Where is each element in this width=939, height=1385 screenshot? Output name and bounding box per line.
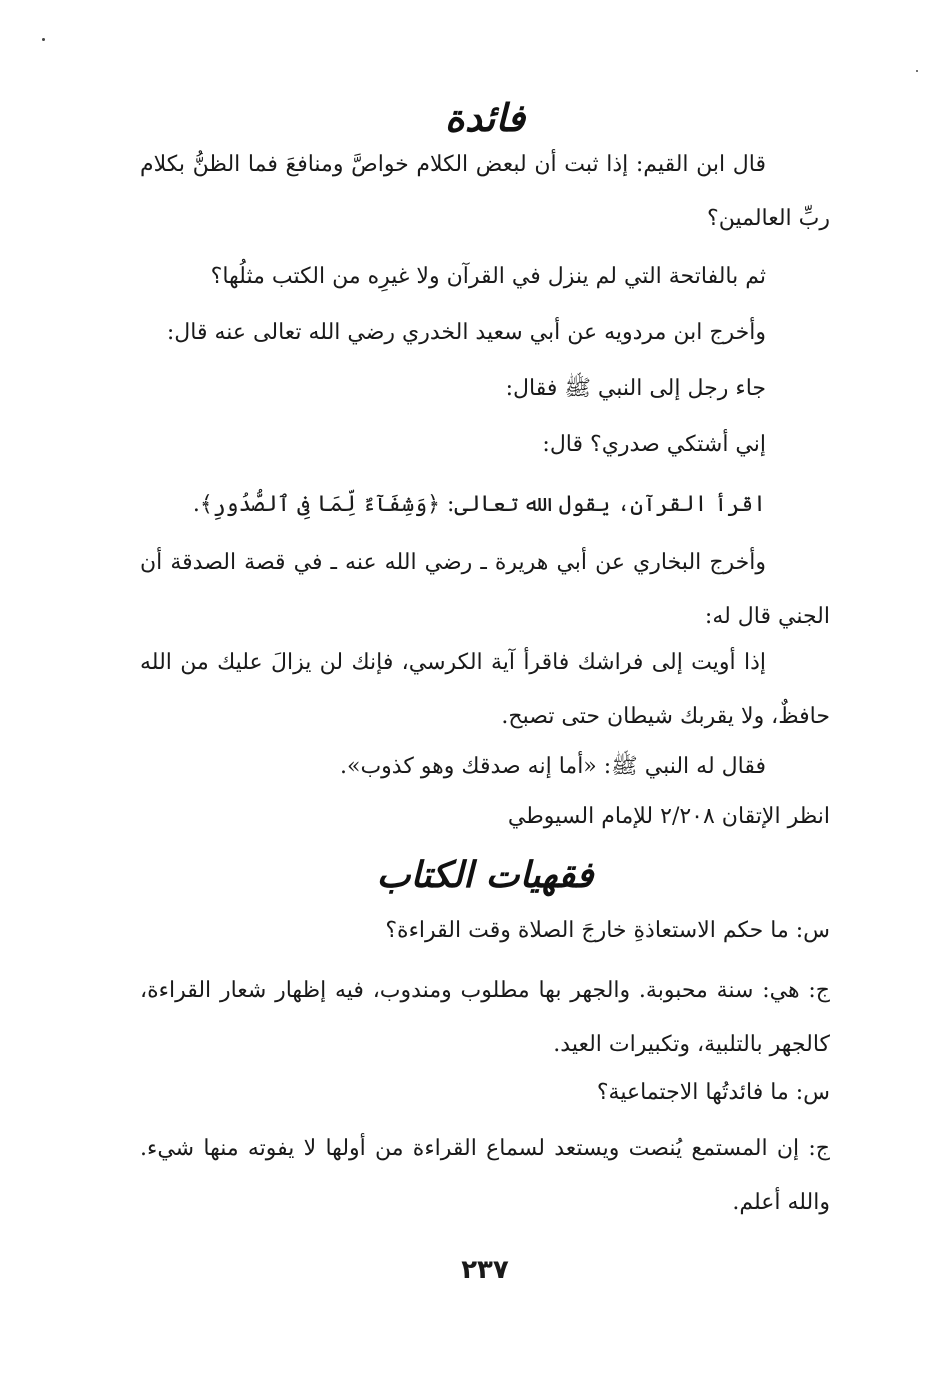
answer-paragraph: ج: إن المستمع يُنصت ويستعد لسماع القراءة من أولها لا يفوته منها شيء. والله أعلم. [140, 1136, 830, 1215]
paragraph: وأخرج ابن مردويه عن أبي سعيد الخدري رضي الله تعالى عنه قال: [166, 320, 766, 345]
question-paragraph: س: ما حكم الاستعاذةِ خارجَ الصلاة وقت القراءة؟ [385, 918, 830, 943]
paragraph: إني أشتكي صدري؟ قال: [542, 432, 766, 457]
paragraph: قال ابن القيم: إذا ثبت أن لبعض الكلام خواصَّ ومنافعَ فما الظنُّ بكلام ربِّ العالمين؟ [140, 152, 830, 231]
quran-verse-paragraph: اقرأ القرآن، يقول الله تعالى: ﴿وَشِفَآءٌ لِّمَا فِى ٱلصُّدُورِ﴾. [192, 492, 766, 517]
paragraph: ثم بالفاتحة التي لم ينزل في القرآن ولا غيرِه من الكتب مثلُها؟ [210, 264, 766, 289]
section-title-faida: فائدة [444, 95, 526, 140]
speck-mark [42, 38, 45, 41]
paragraph: فقال له النبي ﷺ: «أما إنه صدقك وهو كذوب». [340, 754, 766, 779]
paragraph: إذا أويت إلى فراشك فاقرأ آية الكرسي، فإنك لن يزالَ عليك من الله حافظٌ، ولا يقربك شيطان حتى تصبح. [140, 650, 830, 729]
answer-paragraph: ج: هي: سنة محبوبة. والجهر بها مطلوب ومندوب، فيه إظهار شعار القراءة، كالجهر بالتلبية، وتكبيرات العيد. [140, 978, 830, 1057]
speck-mark [916, 70, 918, 72]
reference-line: انظر الإتقان ٢/٢٠٨ للإمام السيوطي [507, 804, 830, 829]
paragraph: وأخرج البخاري عن أبي هريرة ـ رضي الله عنه ـ في قصة الصدقة أن الجني قال له: [140, 550, 830, 629]
paragraph: جاء رجل إلى النبي ﷺ فقال: [505, 376, 766, 401]
section-title-fiqhiyyat: فقهيات الكتاب [376, 854, 594, 896]
page-number: ٢٣٧ [461, 1255, 509, 1285]
question-paragraph: س: ما فائدتُها الاجتماعية؟ [596, 1080, 830, 1105]
